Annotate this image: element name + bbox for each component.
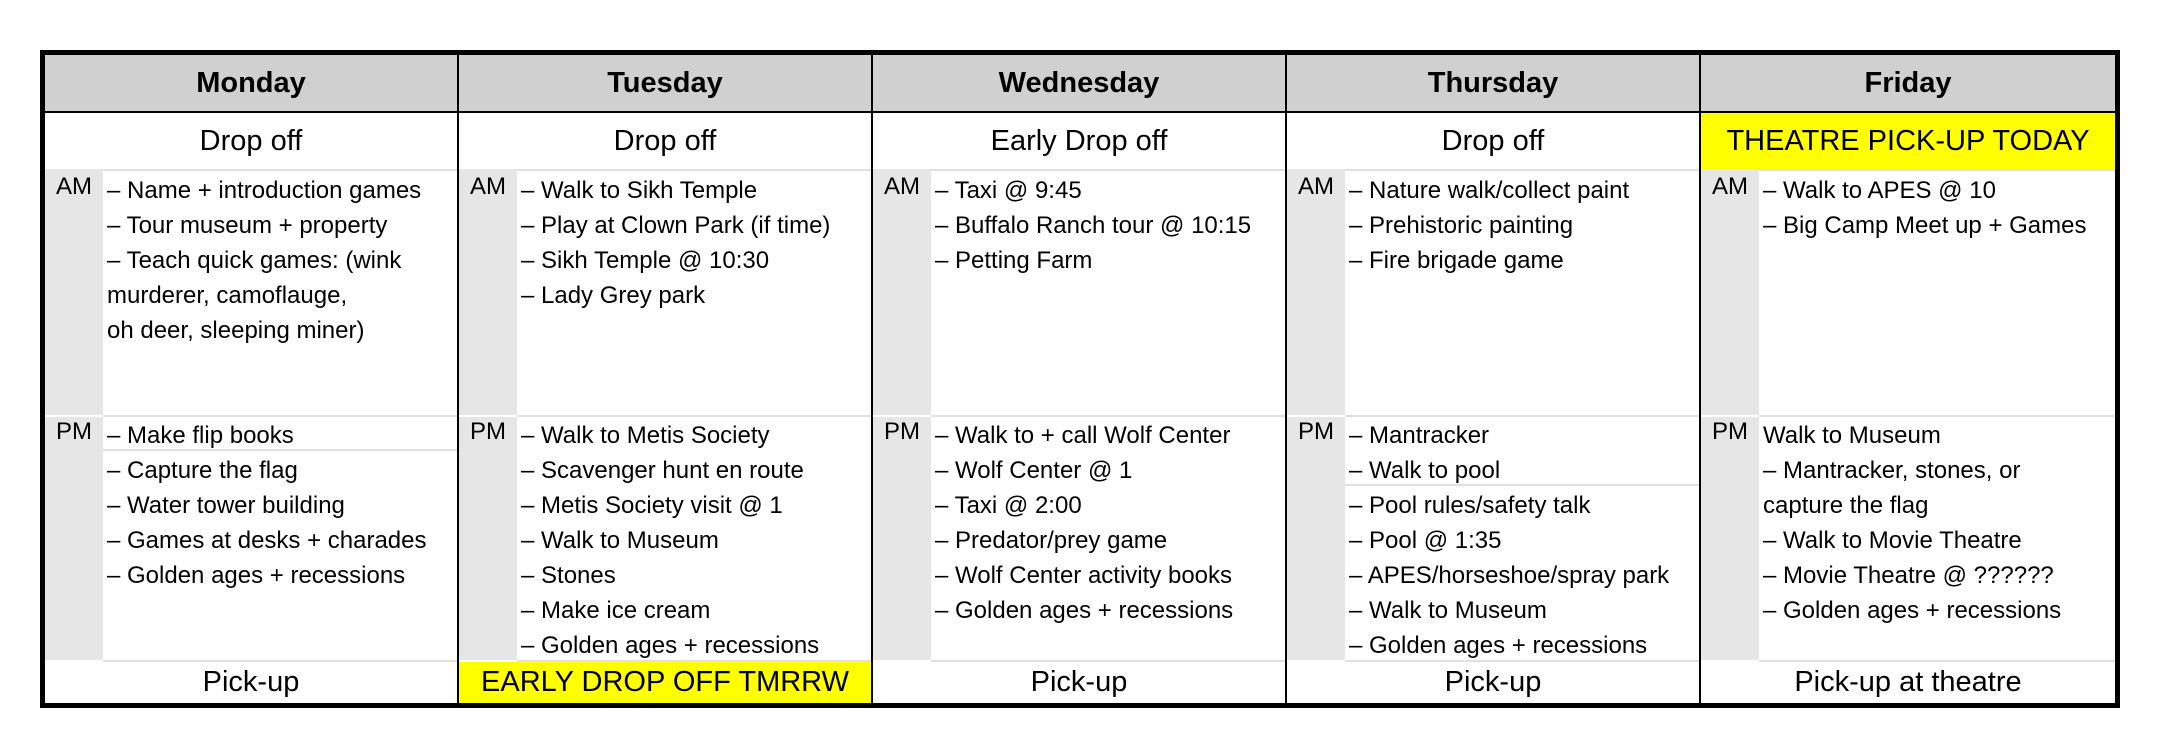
activity-item: – Wolf Center @ 1 xyxy=(935,457,1133,484)
activity-item: – Buffalo Ranch tour @ 10:15 xyxy=(935,212,1252,239)
period-column-pm xyxy=(873,417,931,660)
pm-activities xyxy=(935,418,1281,628)
period-column-am xyxy=(1287,169,1345,415)
pm-label: PM xyxy=(1712,418,1748,445)
row-divider xyxy=(103,415,457,417)
period-column-pm xyxy=(45,417,103,660)
am-label: AM xyxy=(470,173,506,200)
period-column-am xyxy=(45,169,103,415)
dropoff-cell: THEATRE PICK-UP TODAY xyxy=(1701,113,2115,169)
activity-item: murderer, camoflauge, xyxy=(107,282,348,309)
weekly-schedule-table xyxy=(40,50,2120,708)
activity-item: – Mantracker, stones, or xyxy=(1763,457,2021,484)
activity-item: – Taxi @ 2:00 xyxy=(935,492,1082,519)
pm-activities xyxy=(521,418,867,663)
day-column-monday xyxy=(45,55,459,703)
activity-item: – Golden ages + recessions xyxy=(107,562,406,589)
day-header: Friday xyxy=(1701,55,2115,113)
row-divider xyxy=(931,415,1285,417)
pm-activities xyxy=(1763,418,2111,628)
am-activities xyxy=(521,173,867,313)
day-column-wednesday xyxy=(873,55,1287,703)
row-divider xyxy=(931,169,1285,171)
period-column-am xyxy=(1701,169,1759,415)
activity-item: – Movie Theatre @ ?????? xyxy=(1763,562,2054,589)
activity-item: – Scavenger hunt en route xyxy=(521,457,804,484)
activity-item: – APES/horseshoe/spray park xyxy=(1349,562,1670,589)
activity-item: – Capture the flag xyxy=(107,457,298,484)
day-header: Tuesday xyxy=(459,55,871,113)
activity-item: – Sikh Temple @ 10:30 xyxy=(521,247,770,274)
row-divider xyxy=(1759,415,2115,417)
pm-label: PM xyxy=(884,418,920,445)
row-divider xyxy=(1759,169,2115,171)
pickup-cell: EARLY DROP OFF TMRRW xyxy=(459,662,871,703)
activity-item: – Golden ages + recessions xyxy=(1349,632,1648,659)
pm-label: PM xyxy=(1298,418,1334,445)
pm-label: PM xyxy=(470,418,506,445)
day-header: Thursday xyxy=(1287,55,1699,113)
am-label: AM xyxy=(56,173,92,200)
dropoff-cell: Drop off xyxy=(613,124,717,157)
day-column-friday xyxy=(1701,55,2115,703)
activity-item: – Walk to Museum xyxy=(521,527,719,554)
activity-item: capture the flag xyxy=(1763,492,1929,519)
period-column-pm xyxy=(1701,417,1759,660)
activity-item: – Walk to + call Wolf Center xyxy=(935,422,1231,449)
pm-activities xyxy=(1349,418,1695,663)
row-divider xyxy=(517,169,871,171)
activity-item: – Predator/prey game xyxy=(935,527,1168,554)
pickup-cell: Pick-up xyxy=(1444,666,1542,698)
pickup-cell: Pick-up xyxy=(202,666,300,698)
activity-item: – Walk to APES @ 10 xyxy=(1763,177,1996,204)
row-divider xyxy=(517,415,871,417)
dropoff-cell: Drop off xyxy=(1441,124,1545,157)
activity-item: Walk to Museum xyxy=(1763,422,1941,449)
am-activities xyxy=(1763,173,2111,243)
activity-item: – Taxi @ 9:45 xyxy=(935,177,1082,204)
row-divider xyxy=(103,169,457,171)
activity-item: – Water tower building xyxy=(107,492,345,519)
activity-item: – Walk to Movie Theatre xyxy=(1763,527,2022,554)
day-column-thursday xyxy=(1287,55,1701,703)
day-header: Monday xyxy=(45,55,457,113)
activity-item: – Wolf Center activity books xyxy=(935,562,1233,589)
am-activities xyxy=(107,173,453,348)
activity-item: – Walk to Metis Society xyxy=(521,422,770,449)
activity-item: – Teach quick games: (wink xyxy=(107,247,402,274)
period-column-am xyxy=(873,169,931,415)
activity-item: – Golden ages + recessions xyxy=(1763,597,2062,624)
am-activities xyxy=(935,173,1281,278)
activity-item: – Nature walk/collect paint xyxy=(1349,177,1630,204)
activity-item: – Tour museum + property xyxy=(107,212,388,239)
activity-item: – Lady Grey park xyxy=(521,282,706,309)
am-label: AM xyxy=(1298,173,1334,200)
day-header: Wednesday xyxy=(873,55,1285,113)
activity-item: – Prehistoric painting xyxy=(1349,212,1574,239)
pm-activities xyxy=(107,418,453,593)
activity-item: – Pool @ 1:35 xyxy=(1349,527,1502,554)
activity-item: – Make flip books xyxy=(107,422,294,449)
dropoff-cell: Early Drop off xyxy=(990,124,1168,157)
activity-item: oh deer, sleeping miner) xyxy=(107,317,365,344)
activity-item: – Games at desks + charades xyxy=(107,527,427,554)
period-column-pm xyxy=(1287,417,1345,660)
activity-item: – Golden ages + recessions xyxy=(521,632,820,659)
day-column-tuesday xyxy=(459,55,873,703)
activity-item: – Golden ages + recessions xyxy=(935,597,1234,624)
am-label: AM xyxy=(1712,173,1748,200)
activity-item: – Make ice cream xyxy=(521,597,711,624)
row-divider xyxy=(1345,415,1699,417)
activity-item: – Walk to Museum xyxy=(1349,597,1547,624)
activity-item: – Walk to pool xyxy=(1349,457,1501,484)
activity-item: – Metis Society visit @ 1 xyxy=(521,492,783,519)
pm-label: PM xyxy=(56,418,92,445)
activity-item: – Petting Farm xyxy=(935,247,1093,274)
activity-item: – Play at Clown Park (if time) xyxy=(521,212,831,239)
activity-item: – Big Camp Meet up + Games xyxy=(1763,212,2087,239)
pickup-cell: Pick-up at theatre xyxy=(1794,666,2022,698)
activity-item: – Walk to Sikh Temple xyxy=(521,177,758,204)
activity-item: – Stones xyxy=(521,562,616,589)
period-column-am xyxy=(459,169,517,415)
dropoff-cell: Drop off xyxy=(199,124,303,157)
activity-item: – Name + introduction games xyxy=(107,177,422,204)
period-column-pm xyxy=(459,417,517,660)
pickup-cell: Pick-up xyxy=(1030,666,1128,698)
activity-item: – Mantracker xyxy=(1349,422,1490,449)
am-label: AM xyxy=(884,173,920,200)
activity-item: – Pool rules/safety talk xyxy=(1349,492,1591,519)
am-activities xyxy=(1349,173,1695,278)
row-divider xyxy=(1345,169,1699,171)
activity-item: – Fire brigade game xyxy=(1349,247,1564,274)
